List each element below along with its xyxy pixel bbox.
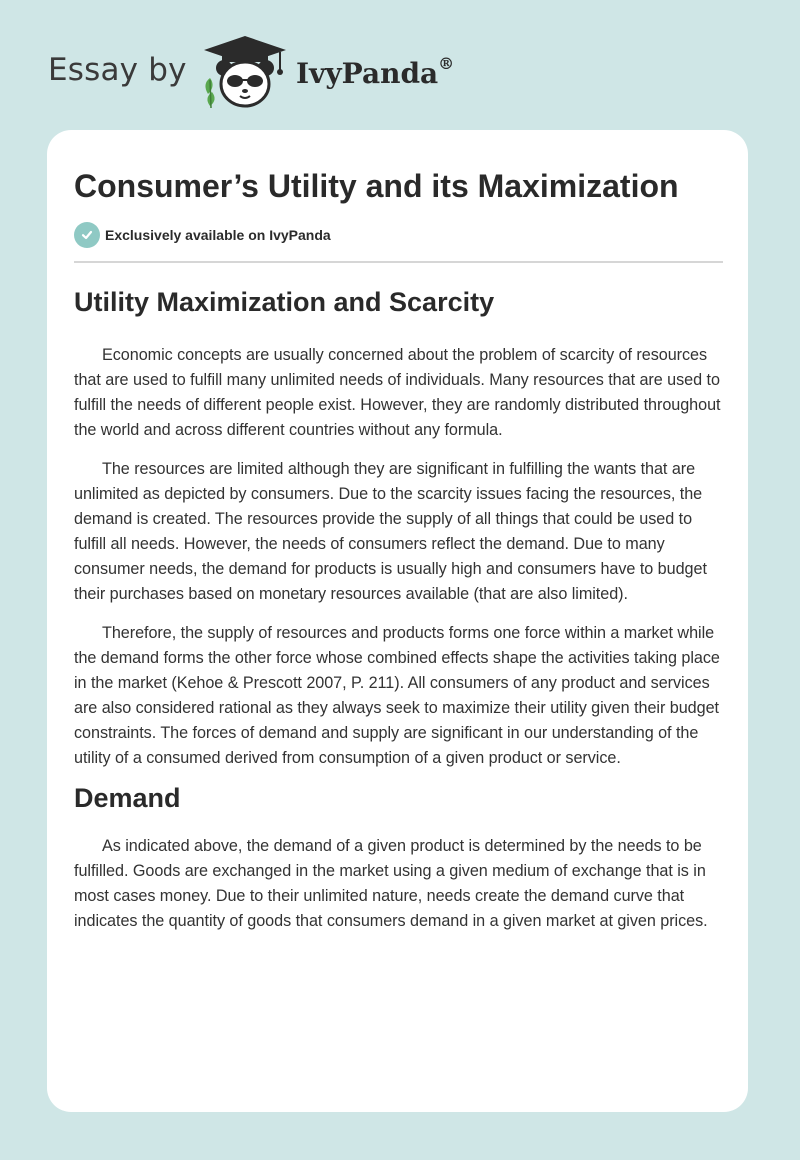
registered-mark: ® [438, 53, 455, 73]
exclusive-badge [74, 222, 331, 248]
section-heading: Utility Maximization and Scarcity [74, 287, 495, 317]
paragraph: As indicated above, the demand of a given product is determined by the needs to be fulfilled. Goods are exchanged in the market using a given medium of exchange that is in most cases money. Due to their unlimited nature, needs create the demand curve that indicates the quantity of goods that consumers demand in a given market at given prices. [74, 837, 708, 930]
brand-name: IvyPanda [296, 57, 439, 90]
badge-text: Exclusively available on IvyPanda [105, 227, 331, 243]
brand-logo-text[interactable] [296, 53, 455, 90]
article-card [47, 130, 748, 1112]
article-body [74, 282, 724, 934]
paragraph: The resources are limited although they are significant in fulfilling the wants that are unlimited as depicted by consumers. Due to the scarcity issues facing the resources, the demand is created. The resources provide the supply of all things that could be used to fulfill all needs. However, the needs of consumers reflect the demand. Due to many consumer needs, the demand for products is usually high and consumers have to budget their purchases based on monetary resources available (that are also limited). [74, 460, 707, 603]
check-circle-icon [74, 222, 100, 248]
panda-graduate-logo-icon [200, 34, 290, 110]
essay-by-label: Essay by [48, 52, 187, 88]
article-title: Consumer’s Utility and its Maximization [74, 168, 679, 204]
section-heading: Demand [74, 783, 181, 813]
title-divider [74, 261, 723, 263]
paragraph: Therefore, the supply of resources and products forms one force within a market while the demand forms the other force whose combined effects shape the activities taking place in the market (Kehoe & Prescott 2007, P. 211). All consumers of any product and services are also considered rational as they always seek to maximize their utility given their budget constraints. The forces of demand and supply are significant in our understanding of the utility of a consumed derived from consumption of a given product or service. [74, 624, 720, 767]
site-header [0, 0, 800, 130]
paragraph: Economic concepts are usually concerned about the problem of scarcity of resources that are used to fulfill many unlimited needs of individuals. Many resources that are used to fulfill the needs of different people exist. However, they are randomly distributed throughout the world and across different countries without any formula. [74, 346, 721, 439]
